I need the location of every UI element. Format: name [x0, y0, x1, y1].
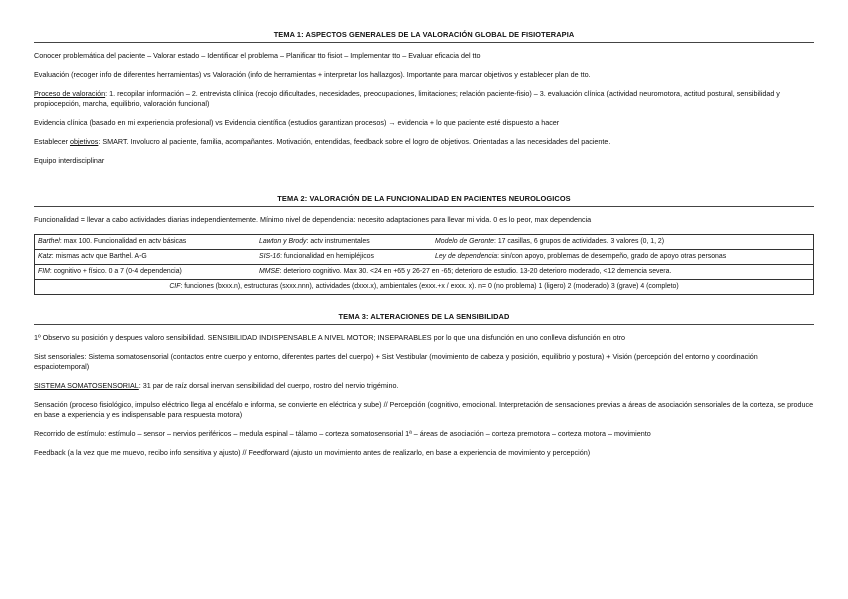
table-cell: Ley de dependencia: sin/con apoyo, problemas de desempeño, grado de apoyo otras personas	[432, 250, 814, 265]
proceso-label: Proceso de valoración	[34, 89, 106, 98]
table-row	[35, 265, 814, 280]
section2-paragraph-1: Funcionalidad = llevar a cabo actividades diarias independientemente. Mínimo nivel de dependencia: necesito adaptaciones para llevar mi vida. 0 es lo peor, max dependencia	[34, 215, 592, 224]
section1-title: TEMA 1: ASPECTOS GENERALES DE LA VALORACIÓN GLOBAL DE FISIOTERAPIA	[34, 30, 814, 43]
table-row	[35, 280, 814, 295]
table-cell: Lawton y Brody: actv instrumentales	[256, 235, 432, 250]
objetivos-prefix: Establecer	[34, 137, 70, 146]
section3-paragraph-1: 1º Observo su posición y despues valoro sensibilidad. SENSIBILIDAD INDISPENSABLE A NIVEL MOTOR; INSEPARABLES por lo que una disfunción en uno conlleva disfunción en otro	[34, 333, 625, 342]
section1-paragraph-3	[34, 89, 814, 109]
table-cell: CIF: funciones (bxxx.n), estructuras (sxxx.nnn), actividades (dxxx.x), ambientales (exxx.+x / exxx. x). n= 0 (no problema) 1 (ligero) 2 (moderado) 3 (grave) 4 (completo)	[35, 280, 814, 295]
table-cell: SIS-16: funcionalidad en hemipléjicos	[256, 250, 432, 265]
section1-paragraph-2: Evaluación (recoger info de diferentes herramientas) vs Valoración (info de herramientas + interpretar los hallazgos). Importante para marcar objetivos y establecer plan de tto.	[34, 70, 591, 79]
table-cell: Barthel: max 100. Funcionalidad en actv básicas	[35, 235, 257, 250]
somatosensorial-label: SISTEMA SOMATOSENSORIAL	[34, 381, 139, 390]
section1-paragraph-5	[34, 137, 814, 147]
section3-paragraph-3	[34, 381, 814, 391]
table-cell: Katz: mismas actv que Barthel. A-G	[35, 250, 257, 265]
section3-title: TEMA 3: ALTERACIONES DE LA SENSIBILIDAD	[34, 312, 814, 325]
functionality-scales-table	[34, 234, 814, 295]
section3-paragraph-6: Feedback (a la vez que me muevo, recibo info sensitiva y ajusto) // Feedforward (ajusto un movimiento antes de realizarlo, en base a experiencia de movimiento y percepción)	[34, 448, 591, 457]
section1-paragraph-6: Equipo interdisciplinar	[34, 156, 105, 165]
objetivos-label: objetivos	[69, 137, 99, 146]
objetivos-text: : SMART. Involucro al paciente, familia, acompañantes. Motivación, entendidas, feedback sobre el logro de objetivos. Orientadas a las necesidades del paciente.	[98, 137, 611, 146]
somatosensorial-text: : 31 par de raíz dorsal inervan sensibilidad del cuerpo, rostro del nervio trigémino.	[138, 381, 399, 390]
table-cell: FIM: cognitivo + físico. 0 a 7 (0-4 dependencia)	[35, 265, 257, 280]
table-row	[35, 235, 814, 250]
table-cell: MMSE: deterioro cognitivo. Max 30. <24 en +65 y 26-27 en -65; deterioro de estudio. 13-20 deterioro moderado, <12 demencia severa.	[256, 265, 814, 280]
proceso-text: : 1. recopilar información – 2. entrevista clínica (recojo dificultades, necesidades, preocupaciones, limitaciones; relación paciente-fisio) – 3. evaluación clínica (actividad neuromotora, actitud postural, sensibilidad y propiocepción, marcha, equilibrio, valoración funcional)	[34, 89, 780, 108]
section3-paragraph-4: Sensación (proceso fisiológico, impulso eléctrico llega al encéfalo e informa, se convierte en eléctrica y sube) // Percepción (cognitivo, emocional. Interpretación de sensaciones previas a áreas de asociación sensoriales de la corteza, se produce en base a experiencia y es indispensable para respuesta motora)	[34, 400, 814, 419]
section1-paragraph-1: Conocer problemática del paciente – Valorar estado – Identificar el problema – Planificar tto fisiot – Implementar tto – Evaluar eficacia del tto	[34, 51, 481, 60]
table-row	[35, 250, 814, 265]
section2-title: TEMA 2: VALORACIÓN DE LA FUNCIONALIDAD EN PACIENTES NEUROLOGICOS	[34, 194, 814, 207]
section1-paragraph-4: Evidencia clínica (basado en mi experiencia profesional) vs Evidencia científica (estudios garantizan procesos) → evidencia + lo que paciente esté dispuesto a hacer	[34, 118, 560, 127]
document-page	[34, 30, 814, 467]
section3-paragraph-5: Recorrido de estímulo: estímulo – sensor – nervios periféricos – medula espinal – tálamo – corteza somatosensorial 1ª – áreas de asociación – corteza premotora – corteza motora – movimiento	[34, 429, 651, 438]
section3-paragraph-2: Sist sensoriales: Sistema somatosensorial (contactos entre cuerpo y entorno, diferentes partes del cuerpo) + Sist Vestibular (movimiento de cabeza y posición, equilibrio y postura) + Visión (percepción del entorno y coordinación espaciotemporal)	[34, 352, 758, 371]
table-cell: Modelo de Geronte: 17 casillas, 6 grupos de actividades. 3 valores (0, 1, 2)	[432, 235, 814, 250]
